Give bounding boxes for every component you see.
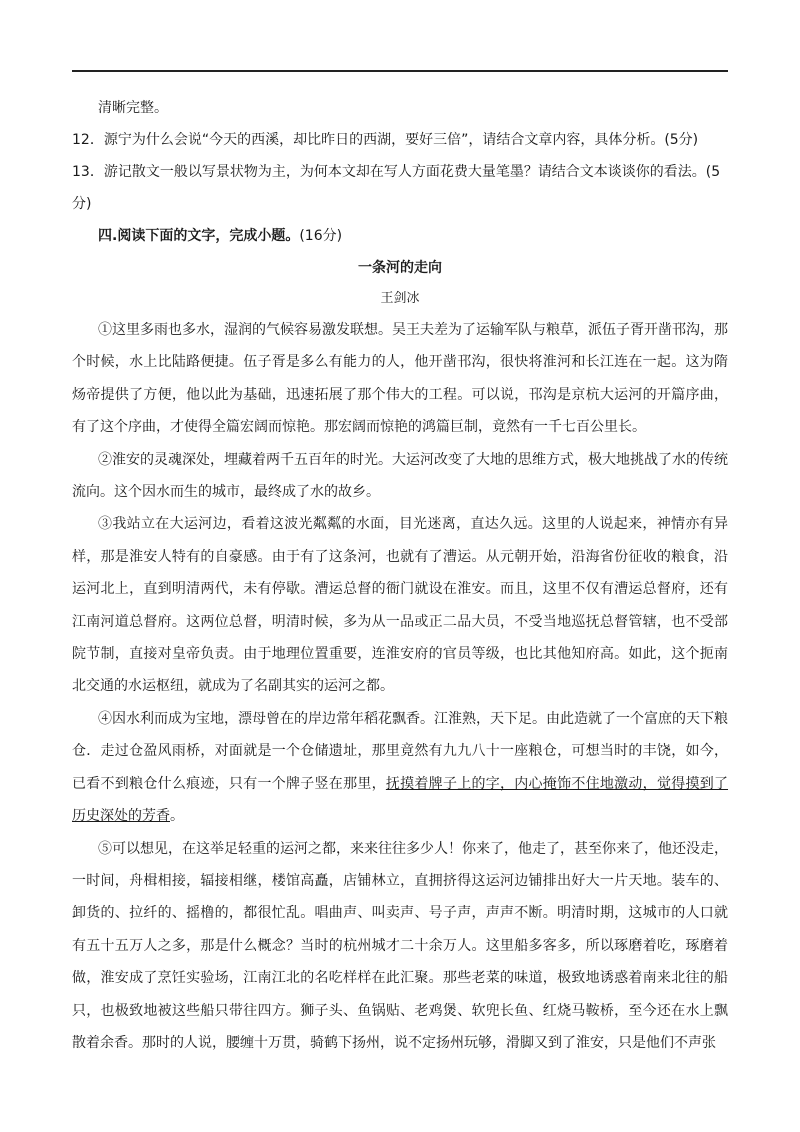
section-heading-text: 四.阅读下面的文字，完成小题。	[98, 228, 300, 244]
article-title: 一条河的走向	[358, 260, 442, 276]
exam-page	[72, 92, 728, 1059]
article-author: 王剑冰	[380, 291, 420, 306]
underlined-sentence: 抚摸着牌子上的字，内心掩饰不住地激动，觉得摸到了历史深处的芳香	[72, 775, 729, 825]
paragraph-4	[72, 703, 728, 833]
paragraph-2: ②淮安的灵魂深处，埋藏着两千五百年的时光。大运河改变了大地的思维方式，极大地挑战了水的传统流向。这个因水而生的城市，最终成了水的故乡。	[72, 451, 728, 501]
paragraph-4-text: ④因水利而成为宝地，漂母曾在的岸边常年稻花飘香。江淮熟，天下足。由此造就了一个富庶的天下粮仓．走过仓盈风雨桥，对面就是一个仓储遗址，那里竟然有九九八十一座粮仓，可想当时的丰饶，如今，已看不到粮仓什么痕迹，只有一个牌子竖在那里，	[72, 710, 728, 792]
question-12: 12．源宁为什么会说“今天的西溪，却比昨日的西湖，要好三倍”，请结合文章内容，具体分析。(5分)	[72, 132, 699, 148]
header-rule	[72, 70, 728, 72]
section-heading	[72, 220, 728, 252]
question-continuation: 清晰完整。	[98, 100, 168, 116]
section-score: (16分)	[299, 228, 343, 244]
question-13: 13．游记散文一般以写景状物为主，为何本文却在写人方面花费大量笔墨？请结合文本谈谈你的看法。(5分)	[72, 164, 721, 212]
paragraph-5: ⑤可以想见，在这举足轻重的运河之都，来来往往多少人！你来了，他走了，甚至你来了，他还没走，一时间，舟楫相接，辐接相继，楼馆高矗，店铺林立，直拥挤得这运河边铺排出好大一片天地。装车的、卸货的、拉纤的、摇橹的，都很忙乱。唱曲声、叫卖声、号子声，声声不断。明清时期，这城市的人口就有五十五万人之多，那是什么概念？当时的杭州城才二十余万人。这里船多客多，所以琢磨着吃，琢磨着做，淮安成了烹饪实验场，江南江北的名吃样样在此汇聚。那些老菜的味道，极致地诱惑着南来北往的船只，也极致地被这些船只带往四方。狮子头、鱼锅贴、老鸡煲、软兜长鱼、红烧马鞍桥，至今还在水上飘散着余香。那时的人说，腰缠十万贯，骑鹤下扬州，说不定扬州玩够，滑脚又到了淮安，只是他们不声张	[72, 840, 728, 1051]
paragraph-4-tail: 。	[170, 808, 184, 825]
paragraph-1: ①这里多雨也多水，湿润的气候容易激发联想。吴王夫差为了运输军队与粮草，派伍子胥开凿邗沟，那个时候，水上比陆路便捷。伍子胥是多么有能力的人，他开凿邗沟，很快将淮河和长江连在一起。这为隋炀帝提供了方便，他以此为基础，迅速拓展了那个伟大的工程。可以说，邗沟是京杭大运河的开篇序曲，有了这个序曲，才使得全篇宏阔而惊艳。那宏阔而惊艳的鸿篇巨制，竟然有一千七百公里长。	[72, 322, 728, 436]
paragraph-3: ③我站立在大运河边，看着这波光粼粼的水面，目光迷离，直达久远。这里的人说起来，神情亦有异样，那是淮安人特有的自豪感。由于有了这条河，也就有了漕运。从元朝开始，沿海省份征收的粮食，沿运河北上，直到明清两代，未有停歇。漕运总督的衙门就设在淮安。而且，这里不仅有漕运总督府，还有江南河道总督府。这两位总督，明清时候，多为从一品或正二品大员，不受当地巡抚总督管辖，也不受部院节制，直接对皇帝负责。由于地理位置重要，连淮安府的官员等级，也比其他知府高。如此，这个扼南北交通的水运枢纽，就成为了名副其实的运河之都。	[72, 516, 728, 695]
